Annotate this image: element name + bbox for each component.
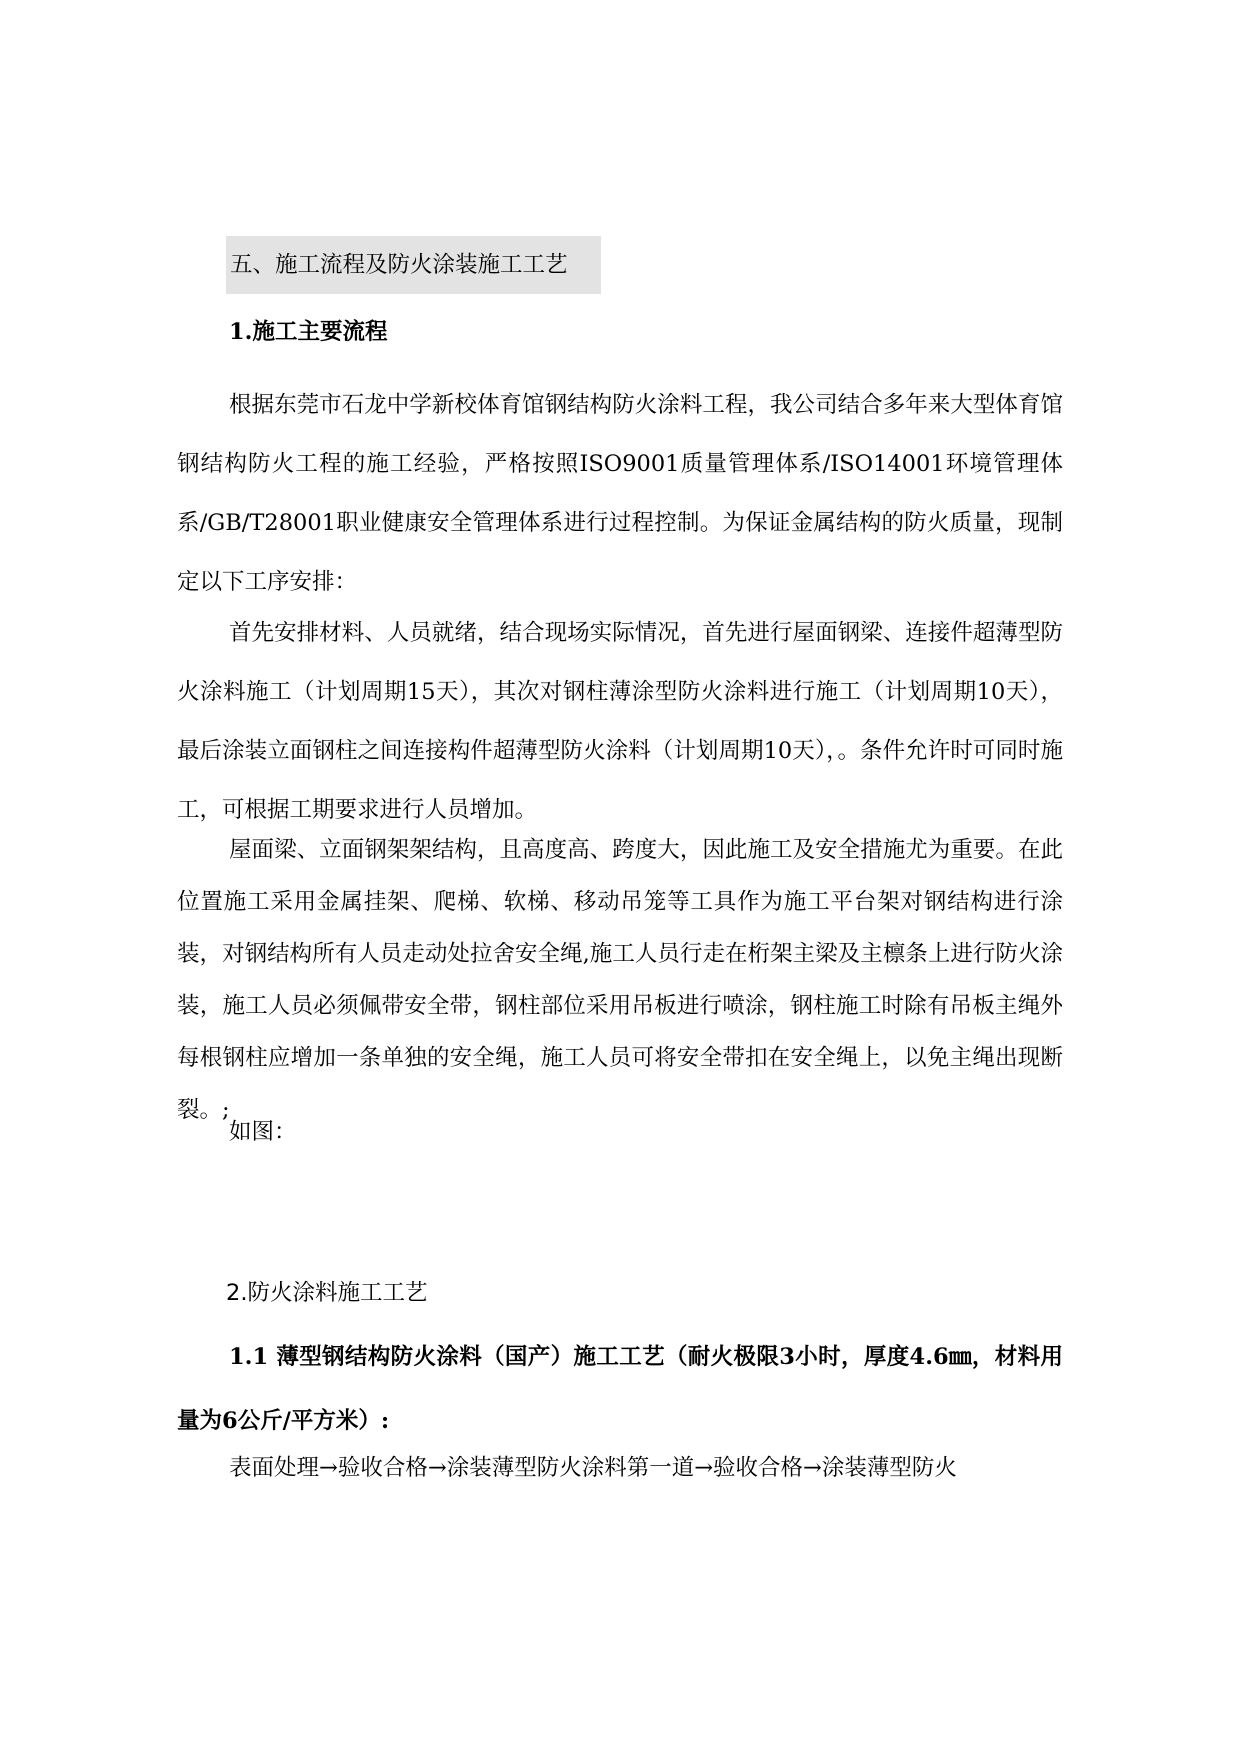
paragraph-intro: 根据东莞市石龙中学新校体育馆钢结构防火涂料工程，我公司结合多年来大型体育馆钢结构防火工程的施工经验，严格按照ISO9001质量管理体系/ISO14001环境管理体系/GB/T28001职业健康安全管理体系进行过程控制。为保证金属结构的防火质量，现制定以下工序安排： [177, 392, 1063, 595]
process-title: 1.1 薄型钢结构防火涂料（国产）施工工艺（耐火极限3小时，厚度4.6㎜，材料用量为6公斤/平方米）: [177, 1344, 1063, 1434]
paragraph-schedule: 首先安排材料、人员就绪，结合现场实际情况，首先进行屋面钢梁、连接件超薄型防火涂料施工（计划周期15天），其次对钢柱薄涂型防火涂料进行施工（计划周期10天），最后涂装立面钢柱之间连接构件超薄型防火涂料（计划周期10天），。条件允许时可同时施工，可根据工期要求进行人员增加。 [177, 620, 1063, 823]
section-heading: 五、施工流程及防火涂装施工工艺 [226, 236, 601, 294]
subsection-heading-main-flow: 1.施工主要流程 [229, 319, 388, 345]
paragraph-figure-ref: 如图： [229, 1119, 297, 1145]
subsection-heading-coating-process: 2.防火涂料施工工艺 [226, 1280, 428, 1306]
process-steps: 表面处理→验收合格→涂装薄型防火涂料第一道→验收合格→涂装薄型防火 [229, 1455, 957, 1481]
paragraph-safety: 屋面梁、立面钢架架结构，且高度高、跨度大，因此施工及安全措施尤为重要。在此位置施工采用金属挂架、爬梯、软梯、移动吊笼等工具作为施工平台架对钢结构进行涂装，对钢结构所有人员走动处拉舍安全绳,施工人员行走在桁架主梁及主檩条上进行防火涂装，施工人员必须佩带安全带，钢柱部位采用吊板进行喷涂，钢柱施工时除有吊板主绳外每根钢柱应增加一条单独的安全绳，施工人员可将安全带扣在安全绳上，以免主绳出现断裂。; [177, 837, 1063, 1123]
